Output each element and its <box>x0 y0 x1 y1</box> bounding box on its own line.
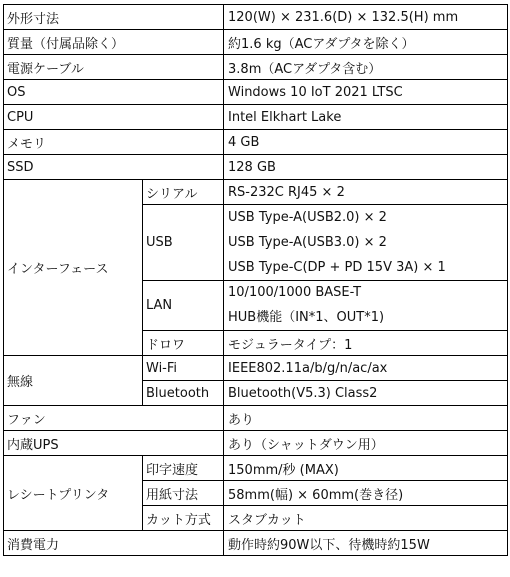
table-row <box>4 431 508 456</box>
row-label-memory: メモリ <box>4 130 224 155</box>
row-value-usb <box>224 205 508 281</box>
table-row <box>4 155 508 180</box>
row-value-wifi: IEEE802.11a/b/g/n/ac/ax <box>224 356 508 381</box>
row-value-cpu: Intel Elkhart Lake <box>224 105 508 130</box>
row-value-memory: 4 GB <box>224 130 508 155</box>
row-label-ssd: SSD <box>4 155 224 180</box>
usb-line: USB Type-A(USB2.0) × 2 <box>228 210 387 225</box>
table-row <box>4 356 508 381</box>
row-value-dimensions: 120(W) × 231.6(D) × 132.5(H) mm <box>224 5 508 30</box>
lan-line: HUB機能（IN*1、OUT*1) <box>228 309 385 325</box>
table-row <box>4 180 508 205</box>
row-label-fan: ファン <box>4 406 224 431</box>
row-value-cutter: スタブカット <box>224 506 508 531</box>
row-label-wireless: 無線 <box>4 356 143 406</box>
row-label-cpu: CPU <box>4 105 224 130</box>
table-row <box>4 30 508 55</box>
sub-label-wifi: Wi-Fi <box>143 356 224 381</box>
row-value-lan <box>224 281 508 331</box>
table-row <box>4 80 508 105</box>
sub-label-cutter: カット方式 <box>143 506 224 531</box>
row-value-paper: 58mm(幅) × 60mm(巻き径) <box>224 481 508 506</box>
sub-label-paper: 用紙寸法 <box>143 481 224 506</box>
table-row <box>4 5 508 30</box>
sub-label-bluetooth: Bluetooth <box>143 381 224 406</box>
row-label-power-cable: 電源ケーブル <box>4 55 224 80</box>
sub-label-lan: LAN <box>143 281 224 331</box>
table-row <box>4 55 508 80</box>
sub-label-drawer: ドロワ <box>143 331 224 356</box>
row-value-drawer: モジュラータイプ：1 <box>224 331 508 356</box>
usb-line: USB Type-C(DP + PD 15V 3A) × 1 <box>228 260 446 275</box>
row-value-ups: あり（シャットダウン用） <box>224 431 508 456</box>
table-row <box>4 105 508 130</box>
row-label-dimensions: 外形寸法 <box>4 5 224 30</box>
row-value-power: 動作時約90W以下、待機時約15W <box>224 531 508 556</box>
table-row <box>4 406 508 431</box>
row-value-fan: あり <box>224 406 508 431</box>
spec-table <box>3 4 508 556</box>
sub-label-speed: 印字速度 <box>143 456 224 481</box>
row-value-bluetooth: Bluetooth(V5.3) Class2 <box>224 381 508 406</box>
row-label-interface: インターフェース <box>4 180 143 356</box>
row-value-ssd: 128 GB <box>224 155 508 180</box>
table-row <box>4 531 508 556</box>
row-value-speed: 150mm/秒 (MAX) <box>224 456 508 481</box>
row-value-os: Windows 10 IoT 2021 LTSC <box>224 80 508 105</box>
row-label-power: 消費電力 <box>4 531 224 556</box>
usb-line: USB Type-A(USB3.0) × 2 <box>228 235 387 250</box>
row-value-power-cable: 3.8m（ACアダプタ含む） <box>224 55 508 80</box>
row-label-weight: 質量（付属品除く） <box>4 30 224 55</box>
lan-line: 10/100/1000 BASE-T <box>228 285 362 300</box>
row-value-serial: RS-232C RJ45 × 2 <box>224 180 508 205</box>
row-value-weight: 約1.6 kg（ACアダプタを除く） <box>224 30 508 55</box>
sub-label-usb: USB <box>143 205 224 281</box>
row-label-ups: 内蔵UPS <box>4 431 224 456</box>
table-row <box>4 130 508 155</box>
table-row <box>4 456 508 481</box>
row-label-os: OS <box>4 80 224 105</box>
row-label-printer: レシートプリンタ <box>4 456 143 531</box>
sub-label-serial: シリアル <box>143 180 224 205</box>
